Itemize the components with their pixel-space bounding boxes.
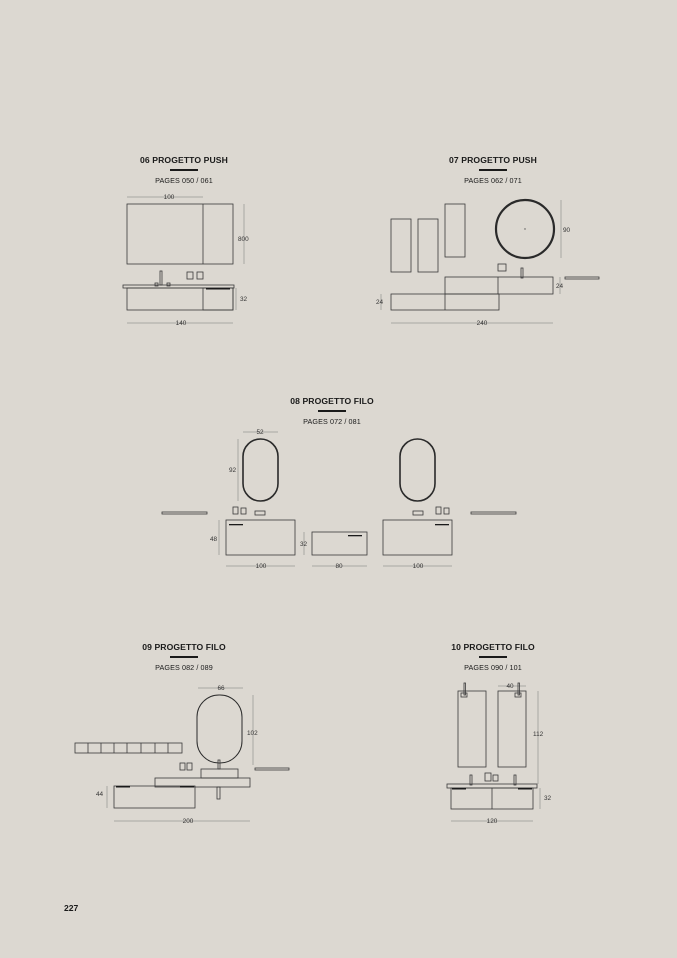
tall-mirror [458,691,486,767]
wall-panel [418,219,438,272]
oval-mirror [400,439,435,501]
section-title: 10 PROGETTO FILO [451,642,535,652]
rounded-mirror [197,695,242,763]
dimension-height: 32 [544,795,552,802]
drawing-08 [162,429,516,570]
dimension-height: 32 [300,541,308,548]
dimension-width: 40 [506,683,514,690]
dimension-height: 102 [247,730,258,737]
vanity-unit [114,786,195,808]
dimension-height: 48 [210,536,218,543]
countertop [123,285,234,288]
tall-mirror [498,691,526,767]
vanity-unit [127,288,233,310]
drawer [203,288,233,310]
dimension-width: 200 [182,818,194,825]
section-title: 09 PROGETTO FILO [142,642,226,652]
section-pages: PAGES 050 / 061 [155,176,213,185]
mirror-cabinet [127,204,233,264]
section-pages: PAGES 062 / 071 [464,176,522,185]
dimension-height: 92 [229,467,237,474]
dimension-width: 66 [217,685,225,692]
section-title: 07 PROGETTO PUSH [449,155,537,165]
section-pages: PAGES 082 / 089 [155,663,213,672]
wall-panel [391,219,411,272]
dimension-width: 240 [476,320,488,327]
section-title: 06 PROGETTO PUSH [140,155,228,165]
shelf [162,512,207,514]
drawing-10 [447,683,552,825]
page-number: 227 [64,903,79,913]
basin [201,769,238,778]
section-pages: PAGES 072 / 081 [303,417,361,426]
dimension-depth: 24 [376,299,384,306]
dimension-width: 100 [255,563,267,570]
dimension-width: 52 [256,429,264,436]
dimension-width: 100 [163,194,175,201]
dimension-depth: 24 [556,283,564,290]
section-title: 08 PROGETTO FILO [290,396,374,406]
shelf-unit [75,743,182,753]
dimension-height: 800 [238,236,249,243]
dimension-height: 90 [563,227,571,234]
countertop [447,784,537,788]
shelf [255,768,289,770]
section-pages: PAGES 090 / 101 [464,663,522,672]
dimension-width: 80 [335,563,343,570]
dimension-width: 120 [486,818,498,825]
dimension-width: 140 [175,320,187,327]
dimension-height: 44 [96,791,104,798]
drawing-09 [75,685,289,825]
wall-panel [445,204,465,257]
shelf [471,512,516,514]
oval-mirror [243,439,278,501]
shelf [565,277,599,279]
drawing-06 [123,194,249,327]
vanity-unit [445,277,553,294]
drawing-07 [376,200,599,327]
dimension-depth: 32 [240,296,248,303]
dimension-width: 100 [412,563,424,570]
dimension-height: 112 [533,731,544,738]
